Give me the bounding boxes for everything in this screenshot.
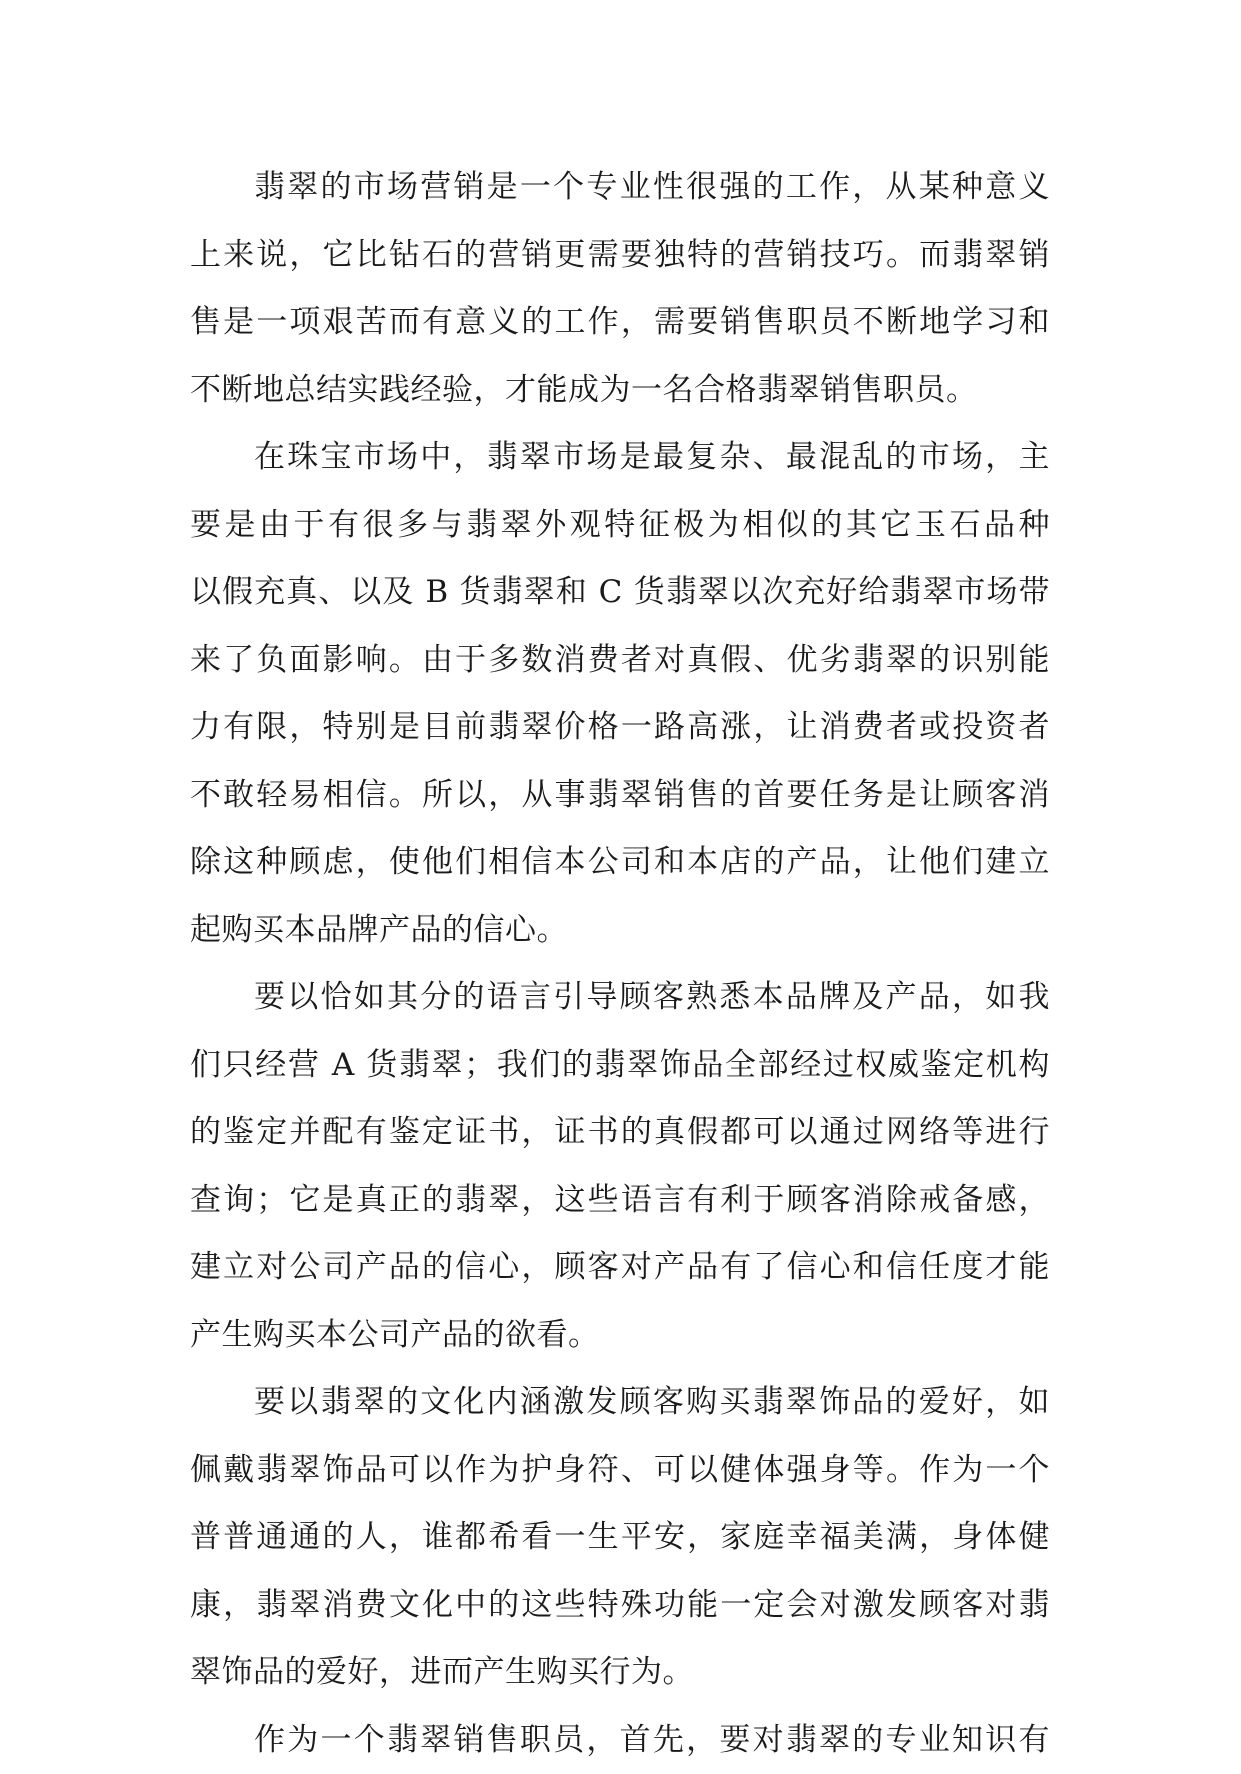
text-line: 作为一个翡翠销售职员，首先，要对翡翠的专业知识有 xyxy=(190,1707,1050,1774)
text-line: 翡翠的市场营销是一个专业性很强的工作，从某种意义 xyxy=(190,154,1050,222)
paragraph-3 xyxy=(190,964,1050,1369)
text-line: 以假充真、以及 B 货翡翠和 C 货翡翠以次充好给翡翠市场带 xyxy=(190,559,1050,627)
text-line: 佩戴翡翠饰品可以作为护身符、可以健体强身等。作为一个 xyxy=(190,1437,1050,1505)
text-line: 的鉴定并配有鉴定证书，证书的真假都可以通过网络等进行 xyxy=(190,1099,1050,1167)
text-line: 起购买本品牌产品的信心。 xyxy=(190,897,1050,965)
text-line: 建立对公司产品的信心，顾客对产品有了信心和信任度才能 xyxy=(190,1234,1050,1302)
paragraph-2 xyxy=(190,424,1050,964)
paragraph-5 xyxy=(190,1707,1050,1774)
text-line: 们只经营 A 货翡翠；我们的翡翠饰品全部经过权威鉴定机构 xyxy=(190,1032,1050,1100)
text-line: 不敢轻易相信。所以，从事翡翠销售的首要任务是让顾客消 xyxy=(190,762,1050,830)
text-line: 力有限，特别是目前翡翠价格一路高涨，让消费者或投资者 xyxy=(190,694,1050,762)
text-line: 除这种顾虑，使他们相信本公司和本店的产品，让他们建立 xyxy=(190,829,1050,897)
text-line: 要是由于有很多与翡翠外观特征极为相似的其它玉石品种 xyxy=(190,492,1050,560)
text-line: 普普通通的人，谁都希看一生平安，家庭幸福美满，身体健 xyxy=(190,1504,1050,1572)
text-line: 产生购买本公司产品的欲看。 xyxy=(190,1302,1050,1370)
text-line: 要以翡翠的文化内涵激发顾客购买翡翠饰品的爱好，如 xyxy=(190,1369,1050,1437)
text-line: 不断地总结实践经验，才能成为一名合格翡翠销售职员。 xyxy=(190,357,1050,425)
text-line: 在珠宝市场中，翡翠市场是最复杂、最混乱的市场，主 xyxy=(190,424,1050,492)
text-line: 来了负面影响。由于多数消费者对真假、优劣翡翠的识别能 xyxy=(190,627,1050,695)
text-line: 查询；它是真正的翡翠，这些语言有利于顾客消除戒备感， xyxy=(190,1167,1050,1235)
text-line: 康，翡翠消费文化中的这些特殊功能一定会对激发顾客对翡 xyxy=(190,1572,1050,1640)
text-line: 翠饰品的爱好，进而产生购买行为。 xyxy=(190,1639,1050,1707)
text-line: 要以恰如其分的语言引导顾客熟悉本品牌及产品，如我 xyxy=(190,964,1050,1032)
paragraph-1 xyxy=(190,154,1050,424)
text-line: 售是一项艰苦而有意义的工作，需要销售职员不断地学习和 xyxy=(190,289,1050,357)
text-line: 上来说，它比钻石的营销更需要独特的营销技巧。而翡翠销 xyxy=(190,222,1050,290)
document-body xyxy=(190,154,1050,1774)
paragraph-4 xyxy=(190,1369,1050,1707)
